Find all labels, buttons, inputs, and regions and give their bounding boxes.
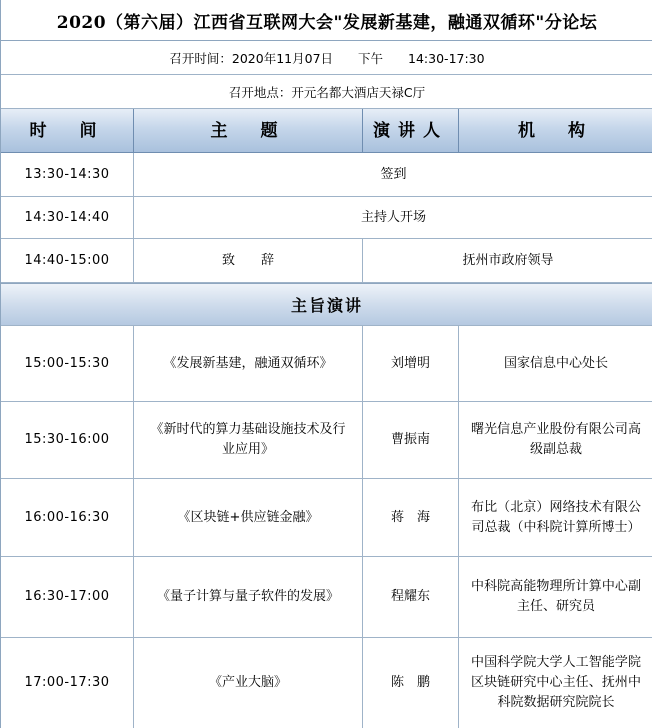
meeting-time: 召开时间：2020年11月07日 下午 14:30-17:30 bbox=[1, 41, 652, 75]
talk-topic: 《产业大脑》 bbox=[134, 638, 363, 728]
talk-topic: 《发展新基建，融通双循环》 bbox=[134, 326, 363, 401]
talk-org: 曙光信息产业股份有限公司高级副总裁 bbox=[471, 422, 641, 457]
table-row-host-opening bbox=[1, 197, 652, 239]
talk-time: 16:00-16:30 bbox=[1, 479, 134, 556]
talk-time: 15:30-16:00 bbox=[1, 402, 134, 478]
header-speaker: 演讲人 bbox=[363, 109, 459, 152]
talk-speaker: 曹振南 bbox=[363, 402, 459, 478]
header-org: 机 构 bbox=[459, 109, 652, 152]
table-header-row bbox=[1, 109, 652, 153]
table-row-talk bbox=[1, 557, 652, 638]
talk-org: 中国科学院大学人工智能学院区块链研究中心主任、抚州中科院数据研究院院长 bbox=[471, 655, 641, 710]
row-merged-text: 主持人开场 bbox=[360, 209, 426, 225]
talk-speaker: 陈 鹏 bbox=[363, 638, 459, 728]
section-keynote: 主旨演讲 bbox=[1, 283, 652, 326]
talk-time: 15:00-15:30 bbox=[1, 326, 134, 401]
row-time: 14:40-15:00 bbox=[1, 239, 134, 282]
talk-org: 国家信息中心处长 bbox=[503, 355, 608, 371]
talk-time: 17:00-17:30 bbox=[1, 638, 134, 728]
row-merged-left-text: 致 辞 bbox=[134, 239, 363, 282]
talk-time: 16:30-17:00 bbox=[1, 557, 134, 637]
talk-topic: 《新时代的算力基础设施技术及行业应用》 bbox=[134, 402, 363, 478]
table-row-talk bbox=[1, 479, 652, 557]
table-row-checkin bbox=[1, 153, 652, 197]
row-merged-text: 签到 bbox=[380, 166, 407, 182]
header-time: 时 间 bbox=[1, 109, 134, 152]
row-time: 14:30-14:40 bbox=[1, 197, 134, 238]
table-row-talk bbox=[1, 326, 652, 402]
talk-topic: 《量子计算与量子软件的发展》 bbox=[134, 557, 363, 637]
meeting-place: 召开地点：开元名都大酒店天禄C厅 bbox=[1, 75, 652, 109]
table-row-talk bbox=[1, 402, 652, 479]
talk-speaker: 程耀东 bbox=[363, 557, 459, 637]
talk-speaker: 刘增明 bbox=[363, 326, 459, 401]
table-row-address bbox=[1, 239, 652, 283]
header-topic: 主 题 bbox=[134, 109, 363, 152]
talk-topic: 《区块链+供应链金融》 bbox=[134, 479, 363, 556]
table-row-talk bbox=[1, 638, 652, 728]
talk-org: 布比（北京）网络技术有限公司总裁（中科院计算所博士） bbox=[471, 499, 641, 535]
talk-speaker: 蒋 海 bbox=[363, 479, 459, 556]
talk-org: 中科院高能物理所计算中心副主任、研究员 bbox=[471, 579, 641, 614]
row-merged-right-text: 抚州市政府领导 bbox=[462, 252, 554, 268]
row-time: 13:30-14:30 bbox=[1, 153, 134, 196]
agenda-title: 2020（第六届）江西省互联网大会"发展新基建，融通双循环"分论坛 bbox=[1, 0, 652, 41]
